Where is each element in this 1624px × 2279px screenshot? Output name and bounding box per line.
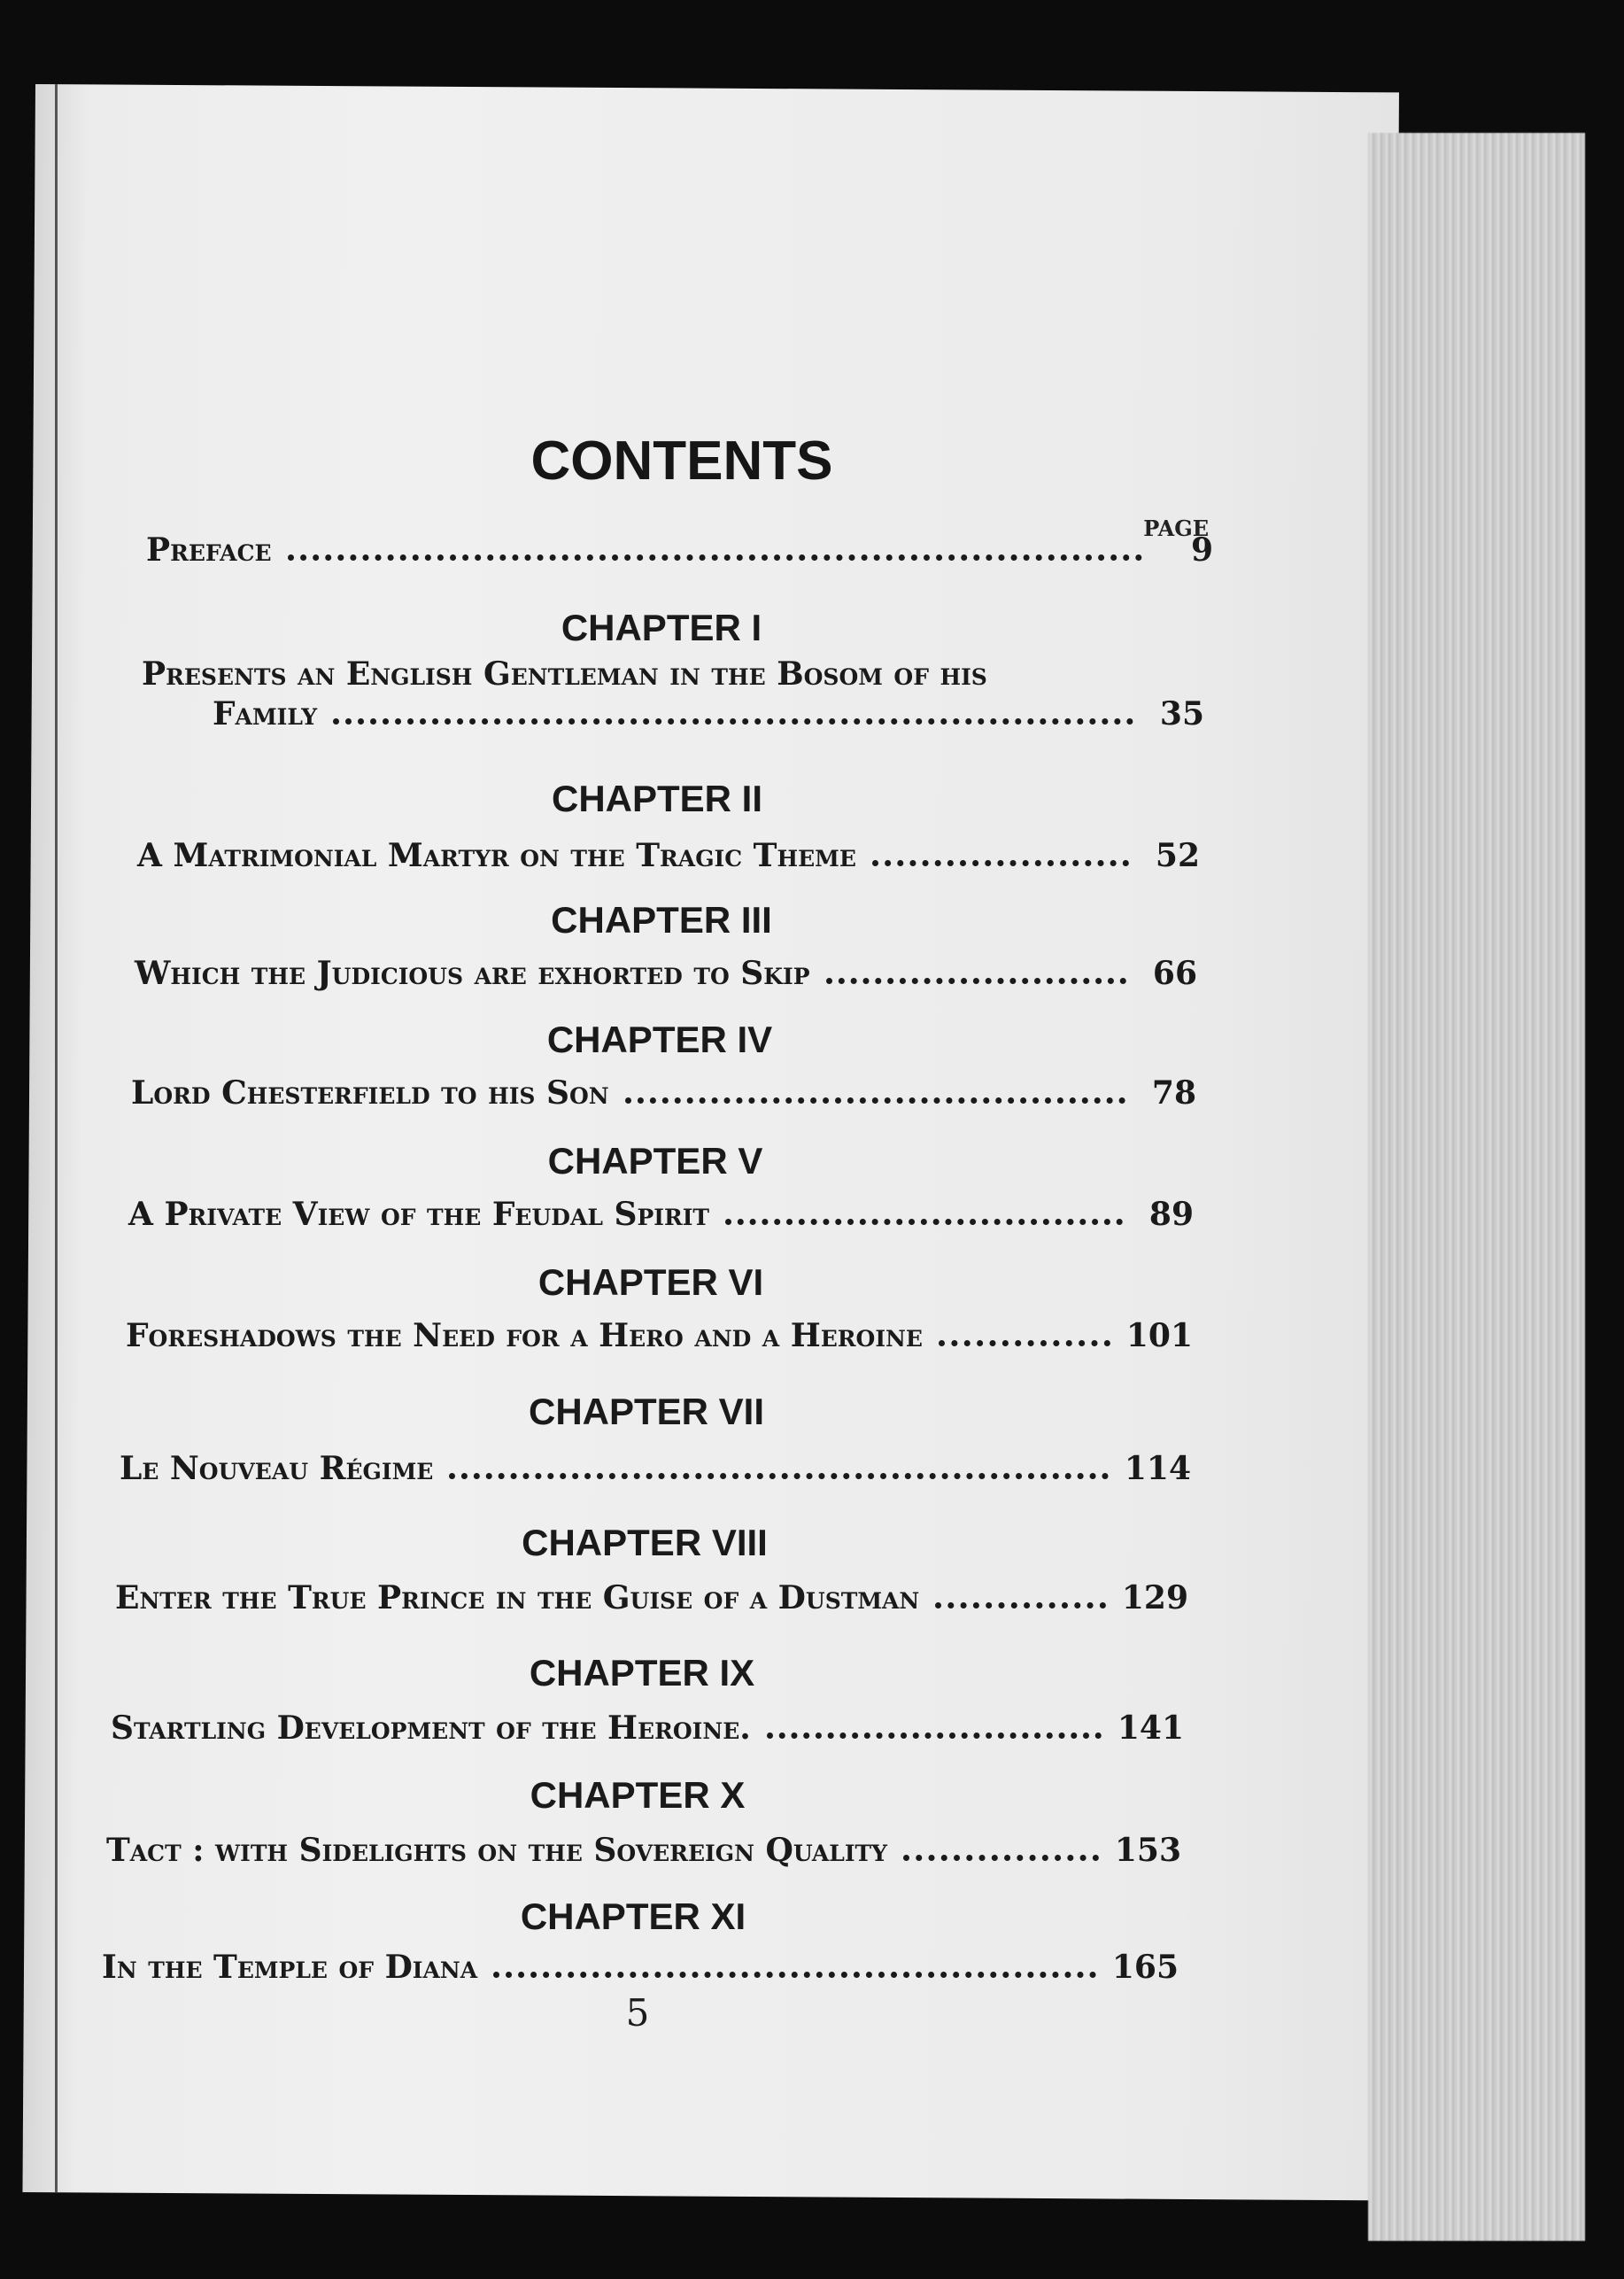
toc-entry-title: Le Nouveau Régime <box>120 1450 434 1487</box>
toc-entry-page: 89 <box>1148 1196 1194 1233</box>
toc-entry-chapter-3 <box>135 955 1197 997</box>
chapter-heading: CHAPTER X <box>530 1774 746 1816</box>
chapter-heading: CHAPTER II <box>551 778 762 819</box>
chapter-heading: CHAPTER XI <box>520 1895 746 1937</box>
toc-entry-page: 165 <box>1111 1949 1179 1986</box>
leader-dots <box>767 1724 1102 1739</box>
leader-dots <box>288 546 1142 561</box>
chapter-heading: CHAPTER V <box>547 1140 763 1182</box>
page-edge <box>1368 133 1585 2241</box>
page-title: CONTENTS <box>530 430 833 492</box>
toc-entry-title: In the Temple of Diana <box>102 1949 478 1986</box>
toc-entry-page: 153 <box>1114 1832 1181 1869</box>
leader-dots <box>493 1963 1096 1978</box>
toc-entry-chapter-4 <box>131 1074 1196 1117</box>
chapter-heading: CHAPTER IX <box>529 1652 755 1694</box>
leader-dots <box>826 969 1126 984</box>
leader-dots <box>449 1464 1109 1479</box>
toc-entry-preface <box>146 531 1213 574</box>
toc-entry-title: Which the Judicious are exhorted to Skip <box>135 955 810 992</box>
toc-entry-chapter-11 <box>102 1949 1179 1991</box>
toc-entry-title: Foreshadows the Need for a Hero and a Heroine <box>126 1317 923 1354</box>
page-column-label: PAGE <box>1143 515 1209 541</box>
toc-entry-page: 141 <box>1117 1709 1184 1747</box>
toc-entry-page: 129 <box>1121 1579 1188 1616</box>
chapter-heading: CHAPTER VIII <box>522 1522 768 1563</box>
page-number: 5 <box>625 1991 650 2035</box>
chapter-heading: CHAPTER IV <box>546 1019 773 1060</box>
toc-entry-page: 35 <box>1159 695 1204 733</box>
chapter-heading: CHAPTER III <box>551 899 772 941</box>
leader-dots <box>333 709 1133 725</box>
toc-entry-title: Enter the True Prince in the Guise of a Dustman <box>115 1579 920 1616</box>
toc-entry-chapter-6 <box>126 1317 1193 1360</box>
toc-entry-title: Preface <box>146 531 272 569</box>
toc-entry-chapter-1 <box>213 695 1204 738</box>
toc-entry-title: Startling Development of the Heroine. <box>111 1709 751 1747</box>
chapter-heading: CHAPTER VII <box>528 1391 765 1432</box>
leader-dots <box>872 851 1129 866</box>
toc-entry-chapter-8 <box>115 1579 1188 1622</box>
chapter-heading: CHAPTER I <box>561 607 762 648</box>
toc-entry-page: 66 <box>1152 955 1197 992</box>
toc-entry-title: Tact : with Sidelights on the Sovereign Quality <box>106 1832 887 1869</box>
toc-entry-title: Lord Chesterfield to his Son <box>131 1074 609 1112</box>
toc-entry-page: 101 <box>1125 1317 1193 1354</box>
toc-entry-title: A Matrimonial Martyr on the Tragic Theme <box>137 837 856 874</box>
toc-entry-page: 114 <box>1124 1450 1191 1487</box>
toc-entry-page: 52 <box>1155 837 1200 874</box>
toc-entry-page: 9 <box>1190 531 1213 569</box>
toc-entry-title: A Private View of the Feudal Spirit <box>128 1196 710 1233</box>
toc-entry-chapter-5 <box>128 1196 1194 1238</box>
book-spine <box>55 84 58 2192</box>
leader-dots <box>939 1331 1110 1346</box>
toc-entry-chapter-2 <box>137 837 1200 880</box>
chapter-heading: CHAPTER VI <box>537 1261 764 1303</box>
toc-entry-title-continued: Family <box>213 695 318 733</box>
toc-entry-chapter-7 <box>120 1450 1191 1492</box>
toc-entry-page: 78 <box>1151 1074 1196 1112</box>
toc-entry-chapter-9 <box>111 1709 1184 1752</box>
leader-dots <box>903 1846 1099 1861</box>
leader-dots <box>725 1210 1123 1225</box>
leader-dots <box>935 1593 1106 1608</box>
toc-entry-title: Presents an English Gentleman in the Bosom of his <box>142 655 987 693</box>
toc-entry-chapter-10 <box>106 1832 1181 1874</box>
leader-dots <box>625 1089 1125 1104</box>
